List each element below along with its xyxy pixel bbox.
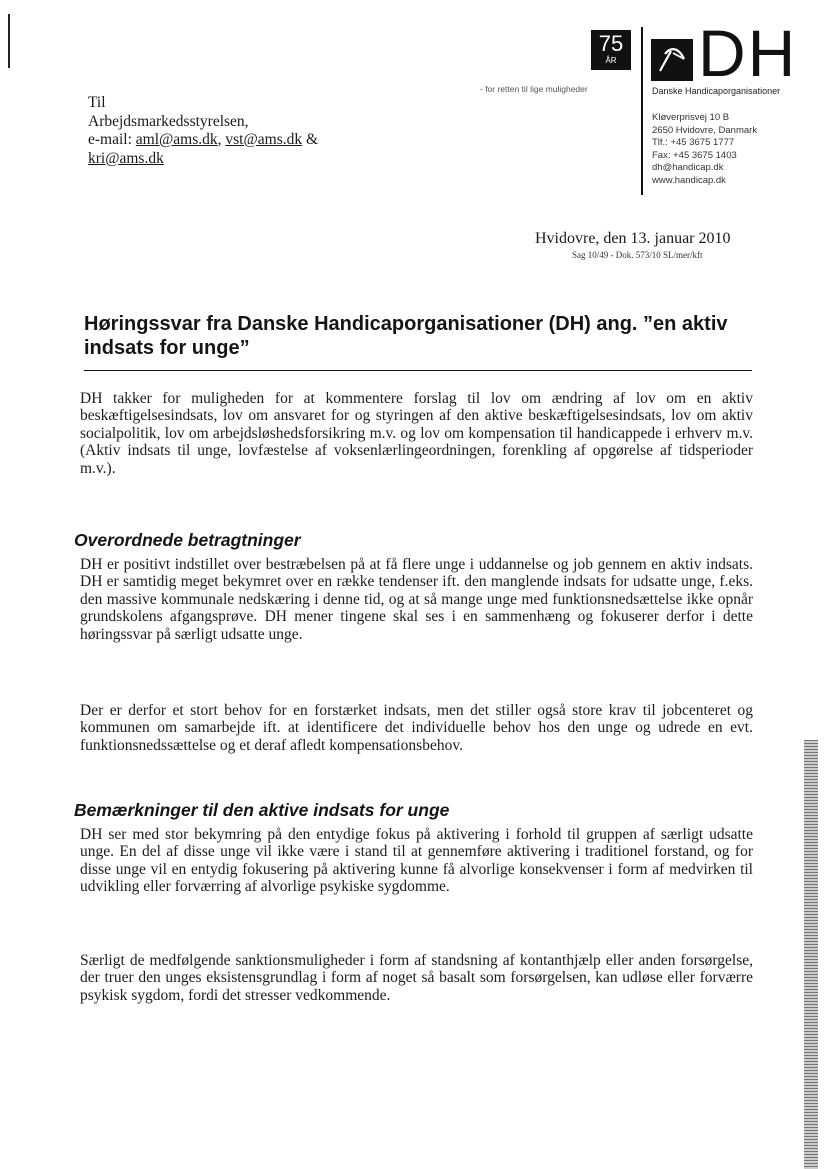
website: www.handicap.dk	[652, 174, 726, 186]
letter-date: Hvidovre, den 13. januar 2010	[535, 230, 731, 247]
anniversary-number: 75	[598, 31, 624, 56]
fax: Fax: +45 3675 1403	[652, 149, 737, 161]
email-label: e-mail:	[88, 131, 136, 148]
letterhead-divider	[641, 27, 643, 195]
recipient-block	[88, 94, 318, 168]
address: Kløverprisvej 10 B	[652, 112, 730, 123]
recipient-to: Til	[88, 94, 106, 111]
intro-paragraph: DH takker for muligheden for at kommentere forslag til lov om ændring af lov om en aktiv beskæftigelsesindsats, lov om ansvaret for og styringen af den aktive beskæftigelsesindsats, lov om aktiv socialpolitik, lov om arbejdsløshedsforsikring m.v. og lov om kompensation til handicappede i erhverv m.v. (Aktiv indsats til unge, lovfæstelse af voksenlærlingeordningen, forenkling af opgørelse af tidsperioder m.v.).	[80, 390, 753, 477]
section1-paragraph2: Der er derfor et stort behov for en forstærket indsats, men det stiller også store krav til jobcenteret og kommunen om samarbejde ift. at identificere det individuelle behov hos den unge og udrede en evt. funktionsnedssættelse og et deraf afledt kompensationsbehov.	[80, 702, 753, 754]
email-link-vst[interactable]: vst@ams.dk	[225, 131, 303, 148]
title-rule	[84, 370, 752, 371]
case-reference: Sag 10/49 - Dok. 573/10 SL/mer/kft	[572, 250, 703, 260]
scan-artifact-right	[804, 740, 818, 1169]
section-heading: Bemærkninger til den aktive indsats for unge	[74, 800, 450, 820]
anniversary-unit: ÅR	[605, 56, 617, 65]
recipient-name: Arbejdsmarkedsstyrelsen,	[88, 112, 249, 130]
tagline: - for retten til lige muligheder	[480, 84, 588, 94]
email-link-aml[interactable]: aml@ams.dk	[135, 131, 218, 148]
phone: Tlf.: +45 3675 1777	[652, 137, 735, 148]
anniversary-badge	[591, 30, 631, 70]
section2-paragraph2: Særligt de medfølgende sanktionsmuligheder i form af standsning af kontanthjælp eller anden forsørgelse, der truer den unges eksistensgrundlag i form af noget så basalt som forsørgelsen, kan udløse eller forværre psykisk sygdom, fordi det stresser vedkommende.	[80, 952, 753, 1004]
email-separator: ,	[217, 131, 226, 148]
contact-block	[652, 112, 757, 187]
email-separator: &	[302, 131, 319, 148]
letter-title: Høringssvar fra Danske Handicaporganisationer (DH) ang. ”en aktiv indsats for unge”	[84, 313, 728, 359]
section1-paragraph1: DH er positivt indstillet over bestræbelsen på at få flere unge i uddannelse og job gennem en aktiv indsats. DH er samtidig meget bekymret over en række tendenser ift. den manglende indsats for udsatte unge, f.eks. den massive kommunale nedskæring i denne tid, og at så mange unge med funktionsnedsættelse ikke opnår grundskolens afgangsprøve. DH mener tingene skal ses i en sammenhæng og fokuserer derfor i dette høringssvar på særligt udsatte unge.	[80, 556, 753, 643]
postal-code: 2650 Hvidovre, Danmark	[652, 124, 758, 136]
section-heading: Overordnede betragtninger	[74, 530, 301, 550]
org-name: Danske Handicaporganisationer	[652, 86, 781, 96]
section2-paragraph1: DH ser med stor bekymring på den entydige fokus på aktivering i forhold til gruppen af særligt udsatte unge. En del af disse unge vil ikke være i stand til at gennemføre aktivering i traditionel forstand, og for disse unge vil en entydig fokusering på aktivering kunne få alvorlige konsekvenser i form af medvirken til udvikling eller forværring af alvorlige psykiske sygdomme.	[80, 826, 753, 896]
dh-logo-text: DH	[698, 16, 798, 90]
scan-artifact-left	[8, 14, 10, 68]
org-email: dh@handicap.dk	[652, 162, 724, 173]
email-link-kri[interactable]: kri@ams.dk	[88, 149, 164, 167]
recipient-emails	[88, 131, 318, 150]
dh-logo-icon	[651, 39, 693, 81]
